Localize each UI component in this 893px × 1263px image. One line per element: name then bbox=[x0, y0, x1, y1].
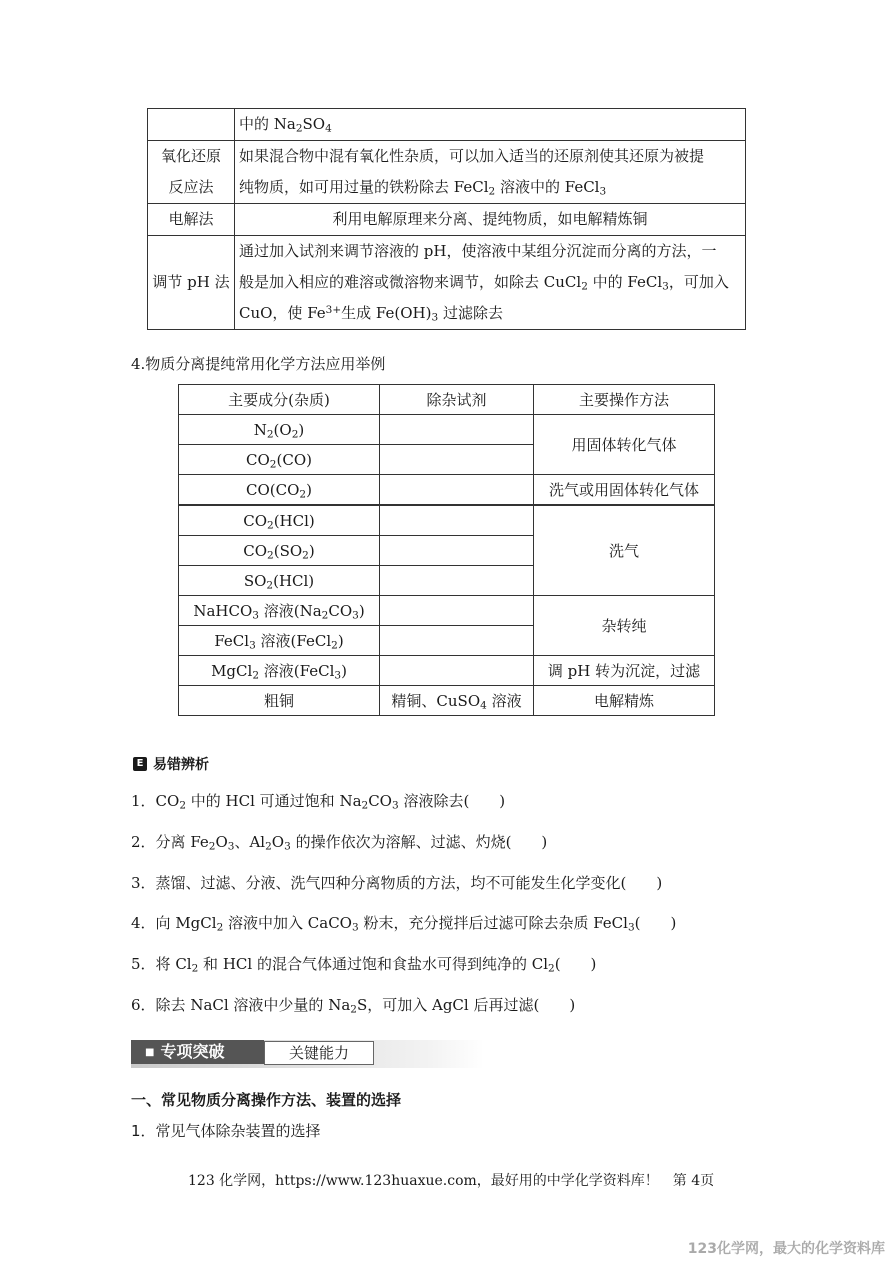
column-header: 除杂试剂 bbox=[380, 385, 534, 415]
e-badge-icon: E bbox=[133, 757, 147, 771]
table-cell: 调 pH 转为沉淀，过滤 bbox=[534, 656, 715, 686]
table-cell: $CO_2(SO_2)$ bbox=[179, 536, 380, 566]
page-footer: 123 化学网，https://www.123huaxue.com，最好用的中学化学资料库！ 第 4页 bbox=[188, 1173, 715, 1189]
table-cell: $SO_2(HCl)$ bbox=[179, 566, 380, 596]
table-cell: FeCl$_3$ 溶液(FeCl$_2$) bbox=[179, 626, 380, 656]
table-cell: $CO(CO_2)$ bbox=[179, 475, 380, 506]
table-row bbox=[179, 505, 715, 536]
table-cell: 精铜、CuSO$_4$ 溶液 bbox=[380, 686, 534, 716]
table-cell: 中的 $Na_2SO_4$ bbox=[235, 109, 746, 141]
column-header: 主要成分(杂质) bbox=[179, 385, 380, 415]
method-name-cell: 电解法 bbox=[148, 204, 235, 236]
table-cell: 用固体转化气体 bbox=[534, 415, 715, 475]
method-desc-cell: 利用电解原理来分离、提纯物质，如电解精炼铜 bbox=[235, 204, 746, 236]
list-item: 6．除去 NaCl 溶液中少量的 $Na_2S$，可加入 AgCl 后再过滤( ) bbox=[131, 996, 576, 1016]
errors-heading: E 易错辨析 bbox=[133, 754, 209, 774]
table-cell: 粗铜 bbox=[179, 686, 380, 716]
method-desc-cell: 如果混合物中混有氧化性杂质，可以加入适当的还原剂使其还原为被提 纯物质，如可用过量的铁粉除去 FeCl$_2$ 溶液中的 FeCl$_3$ bbox=[235, 141, 746, 204]
list-item: 3．蒸馏、过滤、分液、洗气四种分离物质的方法，均不可能发生化学变化( ) bbox=[131, 874, 663, 892]
subsection-heading: 1．常见气体除杂装置的选择 bbox=[131, 1122, 321, 1140]
table-row bbox=[179, 596, 715, 626]
section-heading: 一、常见物质分离操作方法、装置的选择 bbox=[131, 1091, 402, 1109]
table-row bbox=[179, 475, 715, 506]
watermark: 123化学网，最大的化学资料库 bbox=[687, 1241, 885, 1257]
table-cell: NaHCO$_3$ 溶液$(Na_2CO_3)$ bbox=[179, 596, 380, 626]
list-item: 4．向 MgCl$_2$ 溶液中加入 CaCO$_3$ 粉末，充分搅拌后过滤可除去杂质 FeCl$_3$( ) bbox=[131, 914, 677, 934]
table-row bbox=[179, 415, 715, 445]
square-bullet-icon: ■ bbox=[145, 1047, 155, 1058]
table-cell: 电解精炼 bbox=[534, 686, 715, 716]
table-row bbox=[179, 686, 715, 716]
method-name-cell: 氧化还原 反应法 bbox=[148, 141, 235, 204]
table-row bbox=[148, 204, 746, 236]
table-cell: MgCl$_2$ 溶液(FeCl$_3$) bbox=[179, 656, 380, 686]
list-item: 5．将 $Cl_2$ 和 HCl 的混合气体通过饱和食盐水可得到纯净的 $Cl_2$( ) bbox=[131, 955, 597, 975]
table-header-row bbox=[179, 385, 715, 415]
table-row bbox=[148, 141, 746, 204]
table-cell: 杂转纯 bbox=[534, 596, 715, 656]
table-cell: $CO_2(HCl)$ bbox=[179, 505, 380, 536]
chemical-methods-table bbox=[178, 384, 715, 716]
table-row bbox=[148, 109, 746, 141]
table-row bbox=[179, 656, 715, 686]
table-row bbox=[148, 236, 746, 330]
method-name-cell: 调节 pH 法 bbox=[148, 236, 235, 330]
list-item: 2．分离 $Fe_2O_3$、$Al_2O_3$ 的操作依次为溶解、过滤、灼烧( ) bbox=[131, 833, 548, 853]
table-cell: $N_2(O_2)$ bbox=[179, 415, 380, 445]
banner-label-light: 关键能力 bbox=[264, 1041, 374, 1065]
table-cell: 洗气 bbox=[534, 505, 715, 596]
method-desc-cell: 通过加入试剂来调节溶液的 pH，使溶液中某组分沉淀而分离的方法，一 般是加入相应的难溶或微溶物来调节，如除去 CuCl$_2$ 中的 FeCl$_3$，可加入 CuO，使 $Fe^{3+}$生成 $Fe(OH)_3$ 过滤除去 bbox=[235, 236, 746, 330]
column-header: 主要操作方法 bbox=[534, 385, 715, 415]
list-item: 1．$CO_2$ 中的 HCl 可通过饱和 $Na_2CO_3$ 溶液除去( ) bbox=[131, 792, 506, 812]
table-cell: $CO_2(CO)$ bbox=[179, 445, 380, 475]
section-title: 4.物质分离提纯常用化学方法应用举例 bbox=[131, 355, 386, 373]
table-cell: 洗气或用固体转化气体 bbox=[534, 475, 715, 506]
banner-label-dark: ■ 专项突破 bbox=[131, 1040, 264, 1064]
separation-methods-table bbox=[147, 108, 746, 330]
